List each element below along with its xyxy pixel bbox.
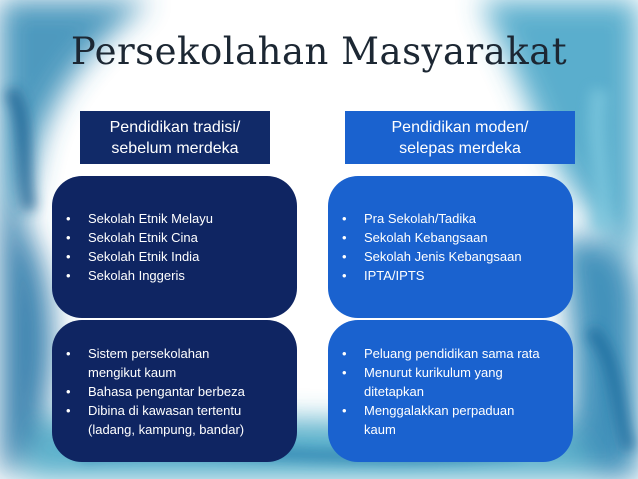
item-line: (ladang, kampung, bandar)	[88, 421, 245, 437]
header-traditional-education	[80, 111, 270, 164]
header-line: Pendidikan tradisi/	[109, 118, 241, 136]
list-item	[66, 382, 245, 401]
list-item: • Sekolah Etnik India	[66, 247, 213, 266]
item-line: ditetapkan	[364, 383, 424, 399]
list-item: • Pra Sekolah/Tadika	[342, 209, 522, 228]
list-item	[342, 401, 540, 439]
item-line: Sistem persekolahan	[88, 345, 210, 361]
school-list	[52, 209, 213, 285]
header-modern-education	[345, 111, 575, 164]
page-title: Persekolahan Masyarakat	[70, 30, 568, 73]
item-line: Peluang pendidikan sama rata	[364, 345, 540, 361]
school-list	[328, 209, 522, 285]
list-item: • Sekolah Etnik Melayu	[66, 209, 213, 228]
header-line: selepas merdeka	[399, 139, 521, 157]
list-item: • Sekolah Kebangsaan	[342, 228, 522, 247]
item-line: Menggalakkan perpaduan	[364, 402, 515, 418]
item-line: Dibina di kawasan tertentu	[88, 402, 242, 418]
feature-list	[328, 344, 540, 439]
header-line: Pendidikan moden/	[391, 118, 529, 136]
item-line: Menurut kurikulum yang	[364, 364, 503, 380]
traditional-schools-box	[52, 176, 297, 318]
list-item	[66, 401, 245, 439]
list-item: • Sekolah Jenis Kebangsaan	[342, 247, 522, 266]
modern-schools-box	[328, 176, 573, 318]
list-item: • IPTA/IPTS	[342, 266, 522, 285]
traditional-features-box	[52, 320, 297, 462]
modern-features-box	[328, 320, 573, 462]
item-line: mengikut kaum	[88, 364, 177, 380]
list-item	[66, 344, 245, 382]
header-line: sebelum merdeka	[111, 139, 239, 157]
list-item	[342, 344, 540, 363]
item-line: Bahasa pengantar berbeza	[88, 383, 245, 399]
item-line: kaum	[364, 421, 396, 437]
feature-list	[52, 344, 245, 439]
list-item: • Sekolah Inggeris	[66, 266, 213, 285]
list-item: • Sekolah Etnik Cina	[66, 228, 213, 247]
list-item	[342, 363, 540, 401]
